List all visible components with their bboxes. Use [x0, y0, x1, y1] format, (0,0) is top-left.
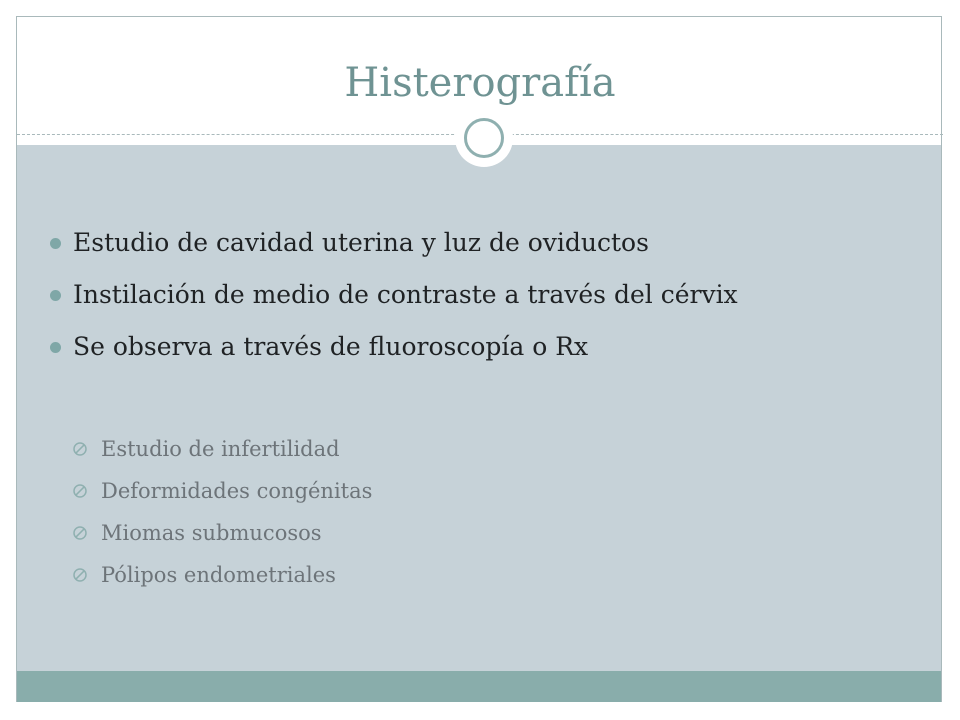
ring-icon [455, 109, 513, 167]
footer-band [17, 671, 941, 702]
circle-slash-icon [72, 441, 88, 457]
bullet-dot-icon [50, 238, 61, 249]
circle-slash-icon [72, 525, 88, 541]
bullet-text: Se observa a través de fluoroscopía o Rx [73, 332, 589, 361]
circle-slash-icon [72, 567, 88, 583]
slide-frame [16, 16, 942, 702]
slide-title: Histerografía [344, 60, 616, 106]
bullet-dot-icon [50, 290, 61, 301]
sub-bullet-text: Deformidades congénitas [101, 479, 373, 503]
circle-slash-icon [72, 483, 88, 499]
bullet-text: Instilación de medio de contraste a través del cérvix [73, 280, 738, 309]
bullet-item [50, 325, 738, 377]
bullet-item [50, 273, 738, 325]
bullet-text: Estudio de cavidad uterina y luz de oviductos [73, 228, 649, 257]
sub-bullet-list [72, 431, 372, 599]
sub-bullet-text: Pólipos endometriales [101, 563, 336, 587]
sub-bullet-item [72, 515, 372, 557]
ring-inner [464, 118, 504, 158]
bullet-item [50, 221, 738, 273]
bullet-list [50, 221, 738, 377]
sub-bullet-item [72, 431, 372, 473]
sub-bullet-text: Estudio de infertilidad [101, 437, 340, 461]
bullet-dot-icon [50, 342, 61, 353]
sub-bullet-item [72, 557, 372, 599]
sub-bullet-text: Miomas submucosos [101, 521, 322, 545]
sub-bullet-item [72, 473, 372, 515]
